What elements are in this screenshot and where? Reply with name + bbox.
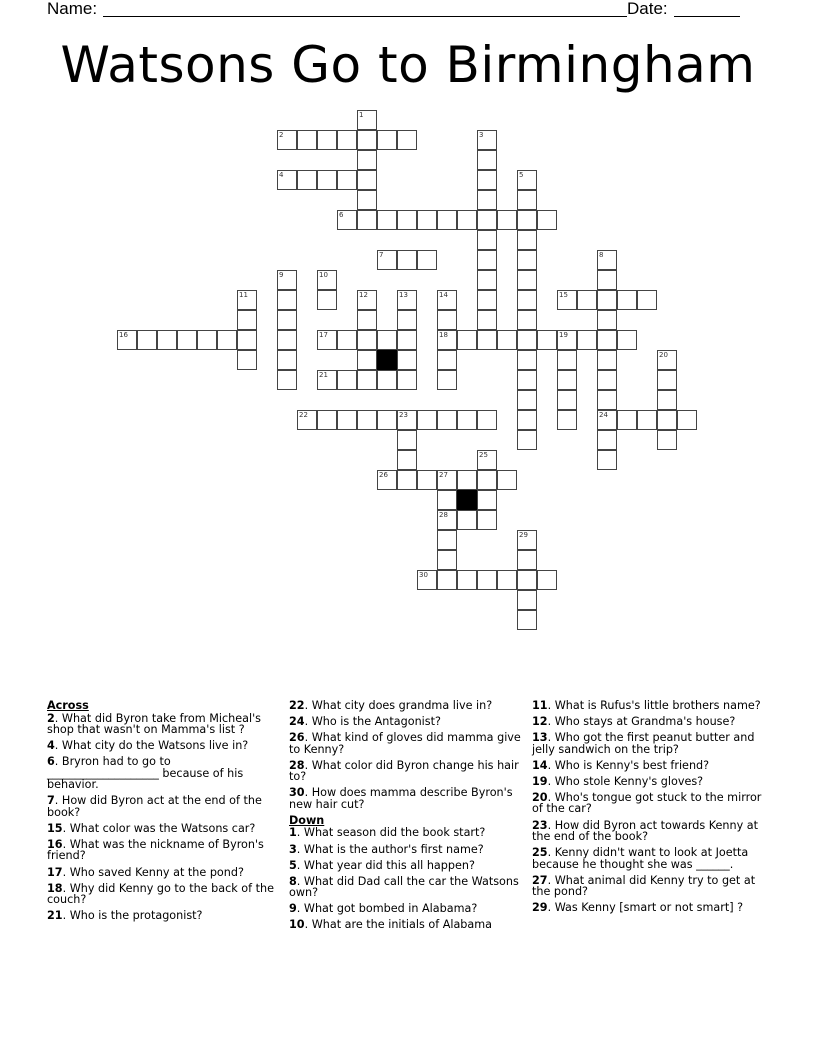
grid-cell[interactable]	[397, 330, 417, 350]
clue-number: 2	[279, 131, 284, 139]
grid-cell[interactable]	[277, 130, 297, 150]
clue-item-number: 29	[532, 901, 548, 915]
grid-cell[interactable]	[417, 470, 437, 490]
grid-cell[interactable]	[277, 370, 297, 390]
grid-cell[interactable]	[597, 310, 617, 330]
clue-number: 3	[479, 131, 484, 139]
grid-cell[interactable]	[277, 170, 297, 190]
clue-item	[289, 760, 521, 783]
grid-cell[interactable]	[437, 330, 457, 350]
grid-cell[interactable]	[317, 370, 337, 390]
grid-cell[interactable]	[537, 210, 557, 230]
clue-item-number: 19	[532, 774, 548, 788]
clue-item-number: 1	[289, 826, 297, 840]
black-cell	[457, 490, 477, 510]
grid-cell[interactable]	[437, 310, 457, 330]
clue-item	[289, 716, 521, 728]
clue-item	[532, 776, 764, 788]
grid-cell[interactable]	[477, 510, 497, 530]
grid-cell[interactable]	[577, 330, 597, 350]
grid-cell[interactable]	[477, 170, 497, 190]
grid-cell[interactable]	[317, 270, 337, 290]
grid-cell[interactable]	[517, 290, 537, 310]
grid-cell[interactable]	[237, 310, 257, 330]
grid-cell[interactable]	[357, 330, 377, 350]
grid-cell[interactable]	[477, 410, 497, 430]
clue-number: 5	[519, 171, 524, 179]
clue-item-text: . Bryron had to go to ____________________ because of his behavior.	[47, 755, 244, 792]
clue-item	[289, 919, 521, 931]
clue-item-text: . What got bombed in Alabama?	[296, 902, 478, 916]
clue-item-number: 6	[47, 755, 55, 769]
clue-item-number: 25	[532, 846, 548, 860]
grid-cell[interactable]	[397, 410, 417, 430]
clue-item	[289, 903, 521, 915]
grid-cell[interactable]	[417, 250, 437, 270]
grid-cell[interactable]	[237, 290, 257, 310]
clue-item	[532, 732, 764, 755]
clue-item-number: 12	[532, 715, 548, 729]
grid-cell[interactable]	[377, 470, 397, 490]
clue-item-number: 14	[532, 758, 548, 772]
grid-cell[interactable]	[557, 290, 577, 310]
grid-cell[interactable]	[517, 390, 537, 410]
grid-cell[interactable]	[537, 570, 557, 590]
across-clue-list	[47, 713, 279, 922]
grid-cell[interactable]	[277, 310, 297, 330]
clue-number: 15	[559, 291, 568, 299]
clue-item-text: . What color did Byron change his hair to?	[289, 758, 519, 784]
grid-cell[interactable]	[357, 210, 377, 230]
clue-item-number: 27	[532, 873, 548, 887]
grid-cell[interactable]	[517, 530, 537, 550]
clue-item-text: . What did Dad call the car the Watsons own?	[289, 874, 519, 900]
clue-item-number: 13	[532, 731, 548, 745]
clue-number: 12	[359, 291, 368, 299]
clue-number: 6	[339, 211, 344, 219]
grid-cell[interactable]	[477, 250, 497, 270]
grid-cell[interactable]	[477, 210, 497, 230]
clue-item-text: . What year did this all happen?	[296, 858, 475, 872]
grid-cell[interactable]	[597, 250, 617, 270]
grid-cell[interactable]	[637, 290, 657, 310]
clue-item-text: . Who stays at Grandma's house?	[547, 715, 736, 729]
grid-cell[interactable]	[517, 610, 537, 630]
grid-cell[interactable]	[457, 210, 477, 230]
grid-cell[interactable]	[437, 350, 457, 370]
grid-cell[interactable]	[497, 210, 517, 230]
clue-number: 14	[439, 291, 448, 299]
grid-cell[interactable]	[517, 250, 537, 270]
clue-item-number: 2	[47, 711, 55, 725]
clue-item-number: 4	[47, 739, 55, 753]
clue-number: 22	[299, 411, 308, 419]
clue-item-text: . Who is Kenny's best friend?	[547, 758, 710, 772]
clue-item-text: . Kenny didn't want to look at Joetta because he thought she was ______.	[532, 846, 749, 871]
grid-cell[interactable]	[457, 510, 477, 530]
clue-item-number: 15	[47, 821, 63, 835]
clue-item-number: 30	[289, 786, 305, 800]
clue-item-number: 28	[289, 758, 305, 772]
clue-item-number: 8	[289, 874, 297, 888]
grid-cell[interactable]	[277, 290, 297, 310]
clue-item-text: . Who got the first peanut butter and jelly sandwich on the trip?	[532, 731, 755, 756]
grid-cell[interactable]	[377, 250, 397, 270]
grid-cell[interactable]	[477, 130, 497, 150]
grid-cell[interactable]	[397, 430, 417, 450]
grid-cell[interactable]	[597, 450, 617, 470]
grid-cell[interactable]	[477, 150, 497, 170]
grid-cell[interactable]	[657, 370, 677, 390]
clue-item-text: . Who is the Antagonist?	[304, 715, 441, 729]
down-clue-list-continued	[532, 700, 764, 914]
black-cell	[377, 350, 397, 370]
clue-item-number: 9	[289, 902, 297, 916]
clue-item	[47, 756, 279, 791]
grid-cell[interactable]	[437, 550, 457, 570]
grid-cell[interactable]	[597, 430, 617, 450]
grid-cell[interactable]	[197, 330, 217, 350]
grid-cell[interactable]	[517, 270, 537, 290]
grid-cell[interactable]	[317, 330, 337, 350]
clue-item-number: 11	[532, 699, 548, 712]
grid-cell[interactable]	[517, 570, 537, 590]
grid-cell[interactable]	[477, 290, 497, 310]
clue-item	[289, 876, 521, 899]
grid-cell[interactable]	[397, 370, 417, 390]
grid-cell[interactable]	[297, 170, 317, 190]
clue-item-text: . How did Byron act towards Kenny at the end of the book?	[532, 818, 758, 844]
grid-cell[interactable]	[517, 370, 537, 390]
clue-item	[289, 732, 521, 755]
date-label: Date:	[627, 0, 668, 18]
clue-item-number: 21	[47, 909, 63, 923]
grid-cell[interactable]	[397, 250, 417, 270]
grid-cell[interactable]	[517, 310, 537, 330]
grid-cell[interactable]	[477, 470, 497, 490]
clue-item-text: . What are the initials of Alabama	[304, 918, 493, 932]
grid-cell[interactable]	[337, 370, 357, 390]
clue-number: 18	[439, 331, 448, 339]
grid-cell[interactable]	[457, 410, 477, 430]
across-clue-list-continued	[289, 700, 521, 810]
grid-cell[interactable]	[597, 370, 617, 390]
grid-cell[interactable]	[457, 330, 477, 350]
clues-column-3	[532, 700, 764, 918]
grid-cell[interactable]	[517, 350, 537, 370]
grid-cell[interactable]	[437, 210, 457, 230]
clue-item	[532, 902, 764, 914]
grid-cell[interactable]	[337, 210, 357, 230]
clues-column-2	[289, 700, 521, 936]
grid-cell[interactable]	[397, 210, 417, 230]
grid-cell[interactable]	[157, 330, 177, 350]
grid-cell[interactable]	[437, 370, 457, 390]
grid-cell[interactable]	[597, 290, 617, 310]
page-title: Watsons Go to Birmingham	[60, 36, 756, 94]
clue-item-number: 10	[289, 918, 305, 932]
grid-cell[interactable]	[437, 410, 457, 430]
grid-cell[interactable]	[597, 390, 617, 410]
clue-item	[289, 827, 521, 839]
grid-cell[interactable]	[437, 490, 457, 510]
clue-number: 4	[279, 171, 284, 179]
clue-item-text: . What color was the Watsons car?	[62, 821, 256, 835]
grid-cell[interactable]	[277, 330, 297, 350]
clue-item	[289, 700, 521, 712]
clue-item-text: . Who is the protagonist?	[62, 909, 203, 923]
grid-cell[interactable]	[377, 370, 397, 390]
clue-item-number: 17	[47, 865, 63, 879]
grid-cell[interactable]	[377, 130, 397, 150]
grid-cell[interactable]	[417, 210, 437, 230]
clue-item-text: . How did Byron act at the end of the book?	[47, 794, 262, 819]
clue-item-text: . Was Kenny [smart or not smart] ?	[547, 901, 744, 915]
grid-cell[interactable]	[517, 590, 537, 610]
grid-cell[interactable]	[117, 330, 137, 350]
grid-cell[interactable]	[557, 330, 577, 350]
clue-item-text: . What animal did Kenny try to get at the pond?	[532, 873, 756, 899]
grid-cell[interactable]	[517, 210, 537, 230]
clue-number: 7	[379, 251, 384, 259]
grid-cell[interactable]	[357, 290, 377, 310]
grid-cell[interactable]	[357, 130, 377, 150]
clues-column-1	[47, 700, 279, 926]
clue-item-text: . Who's tongue got stuck to the mirror of the car?	[532, 790, 762, 816]
clue-item	[289, 860, 521, 872]
clue-item-number: 7	[47, 794, 55, 808]
clue-item-text: . Who stole Kenny's gloves?	[547, 774, 704, 788]
clue-item	[532, 847, 764, 870]
grid-cell[interactable]	[337, 410, 357, 430]
grid-cell[interactable]	[377, 210, 397, 230]
grid-cell[interactable]	[377, 410, 397, 430]
clue-item-text: . How does mamma describe Byron's new hair cut?	[289, 786, 513, 811]
grid-cell[interactable]	[397, 310, 417, 330]
clue-item-text: . What was the nickname of Byron's friend?	[47, 837, 264, 863]
grid-cell[interactable]	[497, 470, 517, 490]
clue-number: 16	[119, 331, 128, 339]
grid-cell[interactable]	[317, 410, 337, 430]
clue-number: 28	[439, 511, 448, 519]
clue-number: 23	[399, 411, 408, 419]
clue-item-number: 18	[47, 881, 63, 895]
clue-item	[47, 867, 279, 879]
grid-cell[interactable]	[397, 130, 417, 150]
clue-number: 30	[419, 571, 428, 579]
grid-cell[interactable]	[377, 330, 397, 350]
grid-cell[interactable]	[477, 330, 497, 350]
grid-cell[interactable]	[297, 130, 317, 150]
clue-item-text: . What is the author's first name?	[296, 842, 484, 856]
grid-cell[interactable]	[517, 170, 537, 190]
clue-number: 27	[439, 471, 448, 479]
grid-cell[interactable]	[277, 270, 297, 290]
grid-cell[interactable]	[437, 530, 457, 550]
clue-number: 29	[519, 531, 528, 539]
clue-item-number: 20	[532, 790, 548, 804]
clue-item-text: . What kind of gloves did mamma give to Kenny?	[289, 731, 521, 756]
clue-item-text: . What did Byron take from Micheal's shop that wasn't on Mamma's list ?	[47, 711, 261, 736]
grid-cell[interactable]	[517, 550, 537, 570]
clue-item-number: 24	[289, 715, 305, 729]
grid-cell[interactable]	[417, 410, 437, 430]
grid-cell[interactable]	[337, 170, 357, 190]
grid-cell[interactable]	[597, 330, 617, 350]
clue-item-text: . What is Rufus's little brothers name?	[547, 699, 761, 712]
clue-number: 13	[399, 291, 408, 299]
grid-cell[interactable]	[417, 570, 437, 590]
grid-cell[interactable]	[357, 150, 377, 170]
clue-number: 25	[479, 451, 488, 459]
grid-cell[interactable]	[617, 410, 637, 430]
grid-cell[interactable]	[557, 410, 577, 430]
clue-item	[47, 823, 279, 835]
grid-cell[interactable]	[357, 310, 377, 330]
clue-number: 20	[659, 351, 668, 359]
grid-cell[interactable]	[397, 350, 417, 370]
grid-cell[interactable]	[437, 570, 457, 590]
clue-number: 24	[599, 411, 608, 419]
down-heading: Down	[289, 813, 325, 827]
clue-item	[47, 883, 279, 906]
grid-cell[interactable]	[557, 350, 577, 370]
clue-item-number: 5	[289, 858, 297, 872]
grid-cell[interactable]	[357, 190, 377, 210]
grid-cell[interactable]	[517, 230, 537, 250]
grid-cell[interactable]	[517, 190, 537, 210]
clue-item-number: 3	[289, 842, 297, 856]
grid-cell[interactable]	[437, 510, 457, 530]
clue-number: 19	[559, 331, 568, 339]
grid-cell[interactable]	[397, 470, 417, 490]
grid-cell[interactable]	[397, 450, 417, 470]
down-clue-list	[289, 827, 521, 930]
grid-cell[interactable]	[557, 370, 577, 390]
clue-item	[289, 787, 521, 810]
clue-item	[47, 839, 279, 862]
grid-cell[interactable]	[597, 410, 617, 430]
clue-item-number: 23	[532, 818, 548, 832]
grid-cell[interactable]	[337, 130, 357, 150]
grid-cell[interactable]	[477, 270, 497, 290]
grid-cell[interactable]	[357, 350, 377, 370]
grid-cell[interactable]	[237, 350, 257, 370]
clue-item	[47, 713, 279, 736]
grid-cell[interactable]	[397, 290, 417, 310]
grid-cell[interactable]	[137, 330, 157, 350]
grid-cell[interactable]	[517, 430, 537, 450]
clue-item-text: . What city do the Watsons live in?	[54, 739, 249, 753]
clue-item	[532, 716, 764, 728]
clue-item	[532, 760, 764, 772]
grid-cell[interactable]	[177, 330, 197, 350]
clue-item	[47, 795, 279, 818]
grid-cell[interactable]	[597, 270, 617, 290]
grid-cell[interactable]	[357, 370, 377, 390]
clue-item	[532, 875, 764, 898]
grid-cell[interactable]	[477, 570, 497, 590]
grid-cell[interactable]	[457, 570, 477, 590]
grid-cell[interactable]	[617, 290, 637, 310]
clue-number: 21	[319, 371, 328, 379]
grid-cell[interactable]	[477, 230, 497, 250]
clue-item	[532, 820, 764, 843]
grid-cell[interactable]	[637, 410, 657, 430]
grid-cell[interactable]	[617, 330, 637, 350]
grid-cell[interactable]	[477, 190, 497, 210]
name-label: Name:	[47, 0, 98, 18]
grid-cell[interactable]	[497, 570, 517, 590]
clue-number: 8	[599, 251, 604, 259]
grid-cell[interactable]	[437, 470, 457, 490]
grid-cell[interactable]	[477, 310, 497, 330]
clue-item-text: . What season did the book start?	[296, 826, 486, 840]
grid-cell[interactable]	[657, 430, 677, 450]
grid-cell[interactable]	[517, 410, 537, 430]
grid-cell[interactable]	[237, 330, 257, 350]
grid-cell[interactable]	[477, 490, 497, 510]
grid-cell[interactable]	[337, 330, 357, 350]
grid-cell[interactable]	[577, 290, 597, 310]
grid-cell[interactable]	[317, 130, 337, 150]
clue-number: 9	[279, 271, 284, 279]
grid-cell[interactable]	[557, 390, 577, 410]
clue-item-text: . Who saved Kenny at the pond?	[62, 865, 244, 879]
clue-number: 1	[359, 111, 364, 119]
grid-cell[interactable]	[497, 330, 517, 350]
clue-item-number: 26	[289, 731, 305, 745]
grid-cell[interactable]	[597, 350, 617, 370]
clue-item-text: . What city does grandma live in?	[304, 699, 493, 712]
clue-item	[532, 700, 764, 712]
grid-cell[interactable]	[657, 410, 677, 430]
clue-item-text: . Why did Kenny go to the back of the couch?	[47, 881, 274, 907]
clue-item	[532, 792, 764, 815]
clue-item	[47, 910, 279, 922]
grid-cell[interactable]	[657, 350, 677, 370]
clue-item	[289, 844, 521, 856]
grid-cell[interactable]	[297, 410, 317, 430]
clue-item	[47, 740, 279, 752]
grid-cell[interactable]	[217, 330, 237, 350]
clue-item-number: 22	[289, 699, 305, 712]
across-heading: Across	[47, 699, 89, 712]
grid-cell[interactable]	[537, 330, 557, 350]
grid-cell[interactable]	[357, 410, 377, 430]
clue-item-number: 16	[47, 837, 63, 851]
grid-cell[interactable]	[517, 330, 537, 350]
grid-cell[interactable]	[357, 110, 377, 130]
grid-cell[interactable]	[317, 290, 337, 310]
grid-cell[interactable]	[437, 290, 457, 310]
grid-cell[interactable]	[457, 470, 477, 490]
grid-cell[interactable]	[357, 170, 377, 190]
grid-cell[interactable]	[477, 450, 497, 470]
grid-cell[interactable]	[277, 350, 297, 370]
clue-number: 17	[319, 331, 328, 339]
grid-cell[interactable]	[677, 410, 697, 430]
clue-number: 11	[239, 291, 248, 299]
clue-number: 26	[379, 471, 388, 479]
clue-number: 10	[319, 271, 328, 279]
grid-cell[interactable]	[657, 390, 677, 410]
grid-cell[interactable]	[317, 170, 337, 190]
